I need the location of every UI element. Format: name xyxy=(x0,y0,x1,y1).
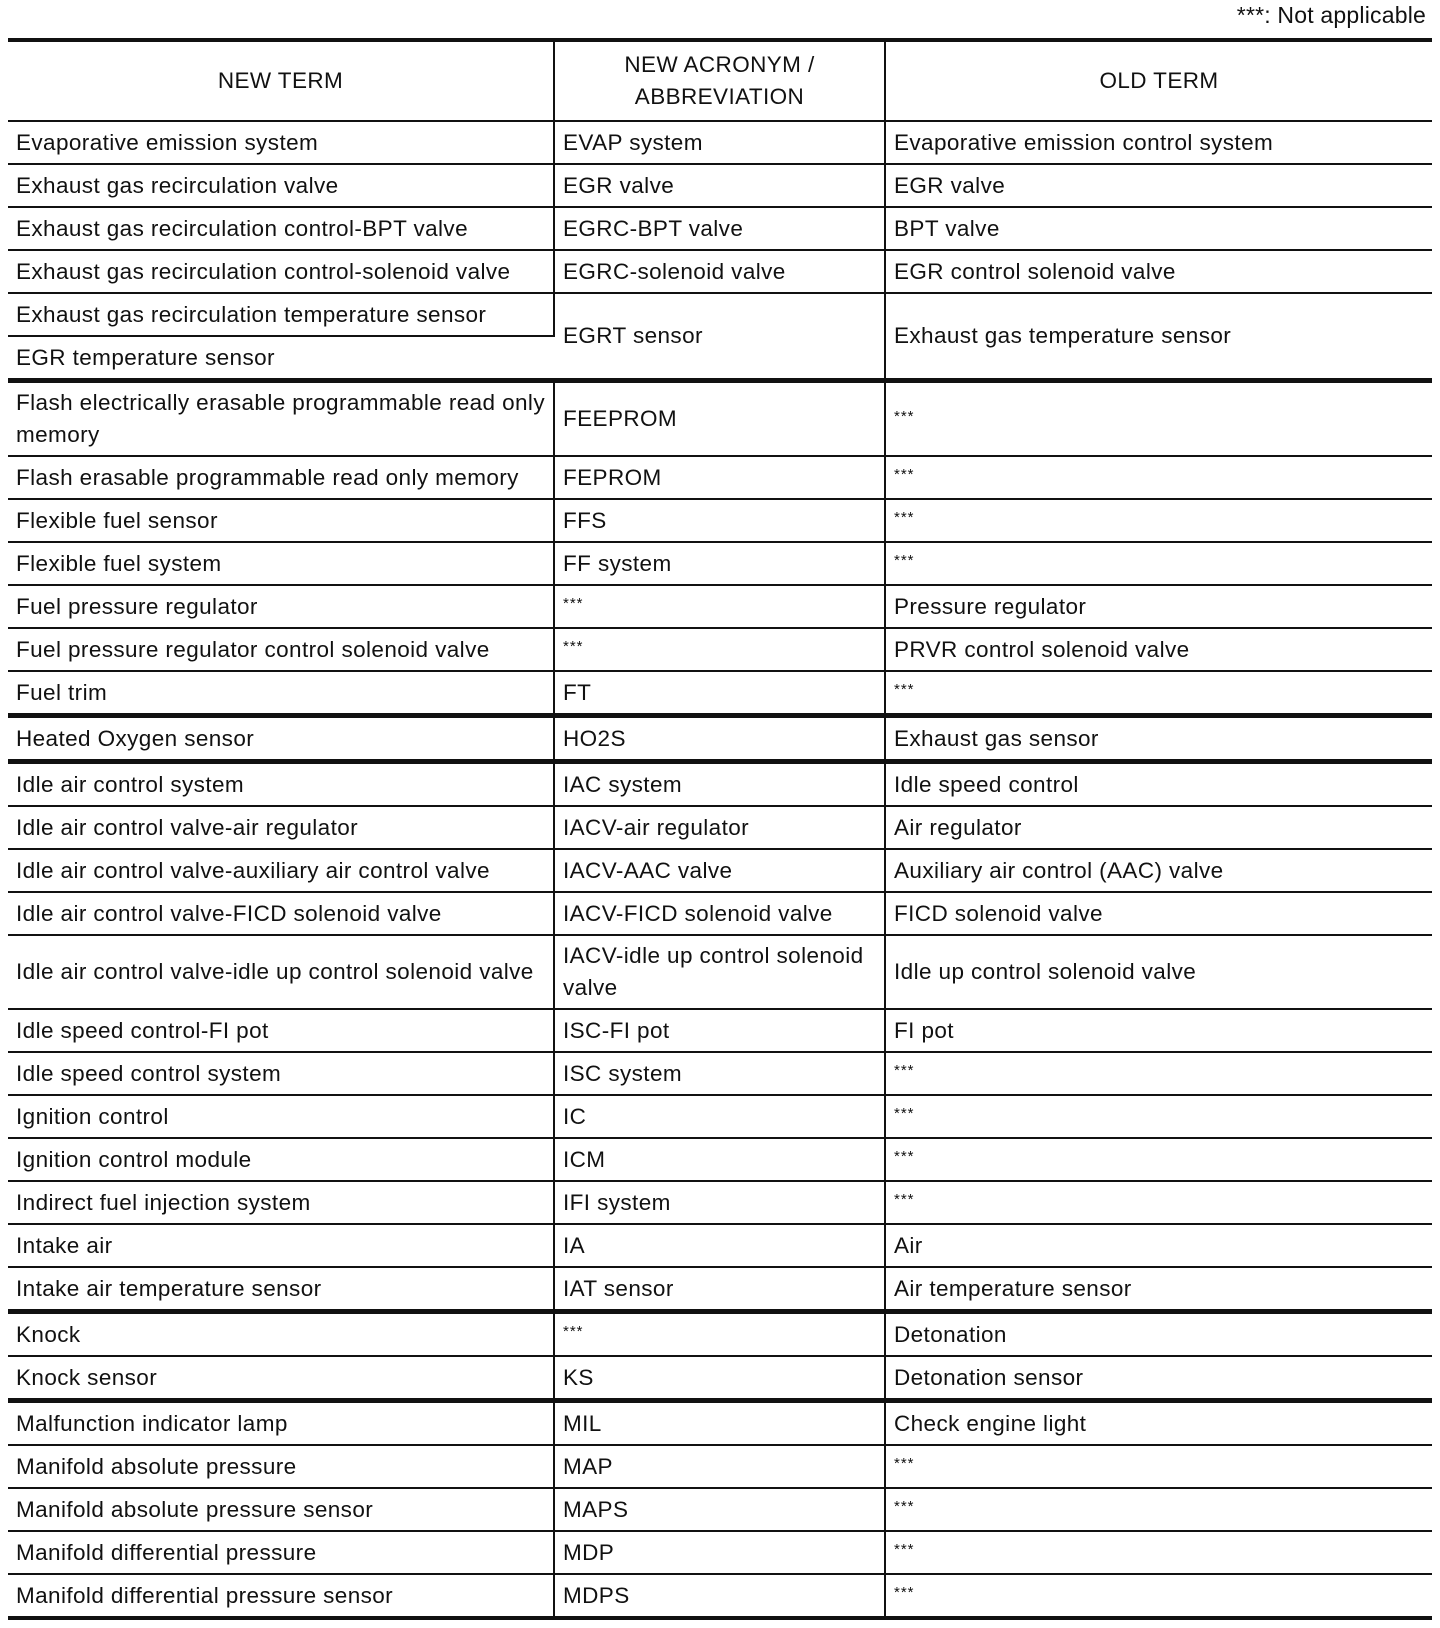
new-term-cell: Exhaust gas recirculation control-BPT valve xyxy=(8,207,554,250)
new-term-cell: Idle air control valve-FICD solenoid valve xyxy=(8,892,554,935)
table-row xyxy=(8,892,1432,935)
old-term-cell: Detonation xyxy=(885,1312,1432,1357)
table-row xyxy=(8,806,1432,849)
old-term-cell: FI pot xyxy=(885,1009,1432,1052)
table-row xyxy=(8,935,1432,1009)
old-term-cell xyxy=(885,1445,1432,1488)
new-term-cell: Malfunction indicator lamp xyxy=(8,1401,554,1446)
acronym-cell: FFS xyxy=(554,499,885,542)
acronym-cell: IAT sensor xyxy=(554,1267,885,1312)
table-row xyxy=(8,250,1432,293)
old-term-cell: EGR control solenoid valve xyxy=(885,250,1432,293)
table-row xyxy=(8,1401,1432,1446)
new-term-cell: Manifold differential pressure xyxy=(8,1531,554,1574)
old-term-cell: Idle speed control xyxy=(885,762,1432,807)
acronym-cell: MAP xyxy=(554,1445,885,1488)
acronym-cell: ICM xyxy=(554,1138,885,1181)
new-term-cell: Heated Oxygen sensor xyxy=(8,716,554,762)
new-term-cell: Manifold differential pressure sensor xyxy=(8,1574,554,1618)
acronym-cell: FEEPROM xyxy=(554,381,885,457)
not-applicable-mark: *** xyxy=(894,552,915,569)
new-term-cell: Idle speed control system xyxy=(8,1052,554,1095)
new-term-cell: Flexible fuel sensor xyxy=(8,499,554,542)
old-term-cell xyxy=(885,1138,1432,1181)
acronym-cell: IACV-air regulator xyxy=(554,806,885,849)
table-row xyxy=(8,1356,1432,1401)
table-row xyxy=(8,1009,1432,1052)
not-applicable-mark: *** xyxy=(894,466,915,483)
old-term-cell: Detonation sensor xyxy=(885,1356,1432,1401)
acronym-cell: IAC system xyxy=(554,762,885,807)
new-term-cell: Fuel pressure regulator xyxy=(8,585,554,628)
table-row xyxy=(8,671,1432,716)
new-term-cell: Ignition control module xyxy=(8,1138,554,1181)
new-term-cell: Exhaust gas recirculation control-solenoid valve xyxy=(8,250,554,293)
acronym-cell: IACV-idle up control solenoid valve xyxy=(554,935,885,1009)
old-term-cell xyxy=(885,1181,1432,1224)
not-applicable-mark: *** xyxy=(894,1584,915,1601)
old-term-cell xyxy=(885,1095,1432,1138)
not-applicable-mark: *** xyxy=(894,1191,915,1208)
not-applicable-mark: *** xyxy=(894,1105,915,1122)
terminology-table xyxy=(8,38,1432,1620)
acronym-cell xyxy=(554,628,885,671)
new-term-cell: EGR temperature sensor xyxy=(8,336,554,381)
table-row xyxy=(8,1181,1432,1224)
table-row xyxy=(8,1531,1432,1574)
new-term-cell: Idle air control valve-auxiliary air control valve xyxy=(8,849,554,892)
acronym-cell: MAPS xyxy=(554,1488,885,1531)
not-applicable-mark: *** xyxy=(894,1541,915,1558)
acronym-cell: FF system xyxy=(554,542,885,585)
table-row xyxy=(8,1224,1432,1267)
table-row xyxy=(8,1312,1432,1357)
new-term-cell: Fuel trim xyxy=(8,671,554,716)
old-term-cell: Auxiliary air control (AAC) valve xyxy=(885,849,1432,892)
table-row xyxy=(8,762,1432,807)
new-term-cell: Knock sensor xyxy=(8,1356,554,1401)
table-row xyxy=(8,121,1432,164)
not-applicable-mark: *** xyxy=(894,1455,915,1472)
not-applicable-mark: *** xyxy=(894,509,915,526)
old-term-cell: PRVR control solenoid valve xyxy=(885,628,1432,671)
old-term-cell xyxy=(885,456,1432,499)
table-row xyxy=(8,1095,1432,1138)
table-row xyxy=(8,164,1432,207)
acronym-cell: FT xyxy=(554,671,885,716)
acronym-cell: EGRT sensor xyxy=(554,293,885,381)
table-row xyxy=(8,585,1432,628)
table-row xyxy=(8,207,1432,250)
new-term-cell: Intake air temperature sensor xyxy=(8,1267,554,1312)
not-applicable-mark: *** xyxy=(563,595,584,612)
acronym-cell: HO2S xyxy=(554,716,885,762)
old-term-cell xyxy=(885,1052,1432,1095)
new-term-cell: Ignition control xyxy=(8,1095,554,1138)
acronym-cell: IFI system xyxy=(554,1181,885,1224)
header-new-acronym: NEW ACRONYM / ABBREVIATION xyxy=(554,40,885,121)
old-term-cell xyxy=(885,1488,1432,1531)
table-row xyxy=(8,849,1432,892)
acronym-cell xyxy=(554,1312,885,1357)
new-term-cell: Flash erasable programmable read only memory xyxy=(8,456,554,499)
acronym-cell xyxy=(554,585,885,628)
not-applicable-mark: *** xyxy=(894,407,915,425)
old-term-cell xyxy=(885,1574,1432,1618)
acronym-cell: EGRC-BPT valve xyxy=(554,207,885,250)
new-term-cell: Flexible fuel system xyxy=(8,542,554,585)
old-term-cell: EGR valve xyxy=(885,164,1432,207)
old-term-cell xyxy=(885,1531,1432,1574)
old-term-cell: Air xyxy=(885,1224,1432,1267)
table-row xyxy=(8,499,1432,542)
not-applicable-mark: *** xyxy=(894,1498,915,1515)
table-row xyxy=(8,381,1432,457)
acronym-cell: IA xyxy=(554,1224,885,1267)
new-term-cell: Exhaust gas recirculation valve xyxy=(8,164,554,207)
acronym-cell: MDPS xyxy=(554,1574,885,1618)
new-term-cell: Manifold absolute pressure sensor xyxy=(8,1488,554,1531)
table-row xyxy=(8,628,1432,671)
new-term-cell: Flash electrically erasable programmable read only memory xyxy=(8,381,554,457)
old-term-cell xyxy=(885,381,1432,457)
table-row xyxy=(8,1138,1432,1181)
old-term-cell xyxy=(885,499,1432,542)
old-term-cell: Air temperature sensor xyxy=(885,1267,1432,1312)
not-applicable-legend: ***: Not applicable xyxy=(1236,2,1426,28)
new-term-cell: Idle air control valve-idle up control solenoid valve xyxy=(8,935,554,1009)
not-applicable-mark: *** xyxy=(563,1323,584,1340)
not-applicable-mark: *** xyxy=(894,1062,915,1079)
old-term-cell: Evaporative emission control system xyxy=(885,121,1432,164)
acronym-cell: IACV-FICD solenoid valve xyxy=(554,892,885,935)
header-new-term: NEW TERM xyxy=(8,40,554,121)
old-term-cell xyxy=(885,542,1432,585)
acronym-cell: FEPROM xyxy=(554,456,885,499)
table-row xyxy=(8,1267,1432,1312)
table-row xyxy=(8,1445,1432,1488)
acronym-cell: EGR valve xyxy=(554,164,885,207)
new-term-cell: Intake air xyxy=(8,1224,554,1267)
table-row xyxy=(8,293,1432,336)
table-row xyxy=(8,456,1432,499)
old-term-cell: Exhaust gas temperature sensor xyxy=(885,293,1432,381)
not-applicable-mark: *** xyxy=(563,638,584,655)
new-term-cell: Idle speed control-FI pot xyxy=(8,1009,554,1052)
old-term-cell: Pressure regulator xyxy=(885,585,1432,628)
new-term-cell: Idle air control valve-air regulator xyxy=(8,806,554,849)
new-term-cell: Knock xyxy=(8,1312,554,1357)
old-term-cell: Exhaust gas sensor xyxy=(885,716,1432,762)
acronym-cell: IC xyxy=(554,1095,885,1138)
old-term-cell xyxy=(885,671,1432,716)
not-applicable-mark: *** xyxy=(894,681,915,698)
new-term-cell: Idle air control system xyxy=(8,762,554,807)
table-row xyxy=(8,1052,1432,1095)
old-term-cell: Idle up control solenoid valve xyxy=(885,935,1432,1009)
new-term-cell: Indirect fuel injection system xyxy=(8,1181,554,1224)
acronym-cell: EVAP system xyxy=(554,121,885,164)
header-row xyxy=(8,40,1432,121)
header-old-term: OLD TERM xyxy=(885,40,1432,121)
acronym-cell: KS xyxy=(554,1356,885,1401)
acronym-cell: IACV-AAC valve xyxy=(554,849,885,892)
acronym-cell: ISC-FI pot xyxy=(554,1009,885,1052)
old-term-cell: Check engine light xyxy=(885,1401,1432,1446)
acronym-cell: MIL xyxy=(554,1401,885,1446)
acronym-cell: MDP xyxy=(554,1531,885,1574)
new-term-cell: Fuel pressure regulator control solenoid valve xyxy=(8,628,554,671)
table-row xyxy=(8,1574,1432,1618)
new-term-cell: Manifold absolute pressure xyxy=(8,1445,554,1488)
old-term-cell: FICD solenoid valve xyxy=(885,892,1432,935)
new-term-cell: Evaporative emission system xyxy=(8,121,554,164)
new-term-cell: Exhaust gas recirculation temperature sensor xyxy=(8,293,554,336)
acronym-cell: ISC system xyxy=(554,1052,885,1095)
acronym-cell: EGRC-solenoid valve xyxy=(554,250,885,293)
table-row xyxy=(8,1488,1432,1531)
table-row xyxy=(8,716,1432,762)
not-applicable-mark: *** xyxy=(894,1148,915,1165)
old-term-cell: BPT valve xyxy=(885,207,1432,250)
table-row xyxy=(8,542,1432,585)
old-term-cell: Air regulator xyxy=(885,806,1432,849)
